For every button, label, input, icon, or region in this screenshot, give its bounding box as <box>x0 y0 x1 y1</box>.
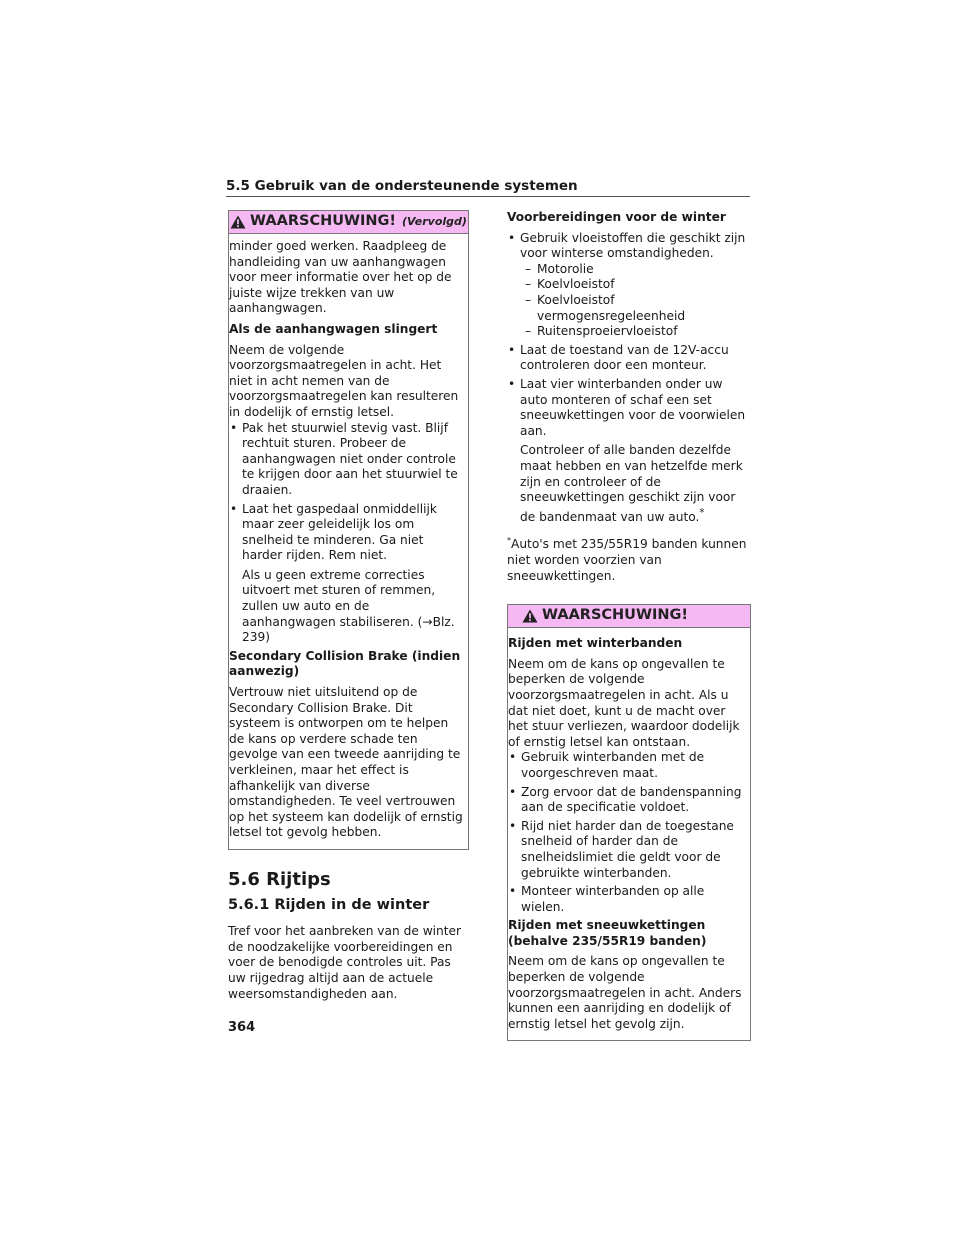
list-item: – Koelvloeistof <box>525 277 615 292</box>
winter-prep-list <box>507 231 751 526</box>
list-item: • Zorg ervoor dat de bandenspanning aan de specificatie voldoet. <box>509 784 742 815</box>
warning-body <box>508 628 750 1040</box>
list-item: • Laat de toestand van de 12V-accu controleren door een monteur. <box>508 342 729 373</box>
warning-text-winterbanden: Neem om de kans op ongevallen te beperken de volgende voorzorgsmaatregelen in acht. Als u dat niet doet, kunt u de macht over het stuur verliezen, waardoor dodelijk of ernstig letsel kan ontstaan. <box>508 656 740 749</box>
list-item: • Laat vier winterbanden onder uw auto monteren of schaf een set sneeuwkettingen voor de voorwielen aan. Controleer of alle banden dezelfde maat hebben en van hetzelfde merk zijn en controleer of de sneeuwkettingen geschikt zijn voor de bandenmaat van uw auto.* <box>507 377 751 525</box>
list-item: – Koelvloeistof vermogensregeleenheid <box>525 292 686 323</box>
list-item: – Motorolie <box>525 261 594 276</box>
warning-triangle-icon <box>522 609 538 623</box>
warning-text-sneeuwkettingen: Neem om de kans op ongevallen te beperken de volgende voorzorgsmaatregelen in acht. Anders kunnen een aanrijding en dodelijk of ernstig letsel het gevolg zijn. <box>508 954 742 1031</box>
page-header: 5.5 Gebruik van de ondersteunende systemen <box>226 178 750 197</box>
warning-header <box>229 211 468 234</box>
list-item: • Laat het gaspedaal onmiddellijk maar zeer geleidelijk los om snelheid te minderen. Ga niet harder rijden. Rem niet. Als u geen extreme correcties uitvoert met sturen of remmen, zullen uw auto en de aanhangwagen stabiliseren. (→Blz. 239) <box>229 502 464 646</box>
warning-continued-label: (Vervolgd) <box>402 215 467 229</box>
warning-intro: minder goed werken. Raadpleeg de handleiding van uw aanhangwagen voor meer informatie over het op de juiste wijze trekken van uw aanhangwagen. <box>229 239 452 316</box>
page-number: 364 <box>228 1020 256 1035</box>
warning-heading-winterbanden: Rijden met winterbanden <box>508 636 683 651</box>
list-item: • Pak het stuurwiel stevig vast. Blijf rechtuit sturen. Probeer de aanhangwagen niet onder controle te krijgen door aan het stuurwiel te draaien. <box>230 420 458 497</box>
warning-text-secondary-brake: Vertrouw niet uitsluitend op de Secondary Collision Brake. Dit systeem is ontworpen om te helpen de kans op verdere schade ten gevolge van een tweede aanrijding te verkleinen, maar het effect is afhankelijk van diverse omstandigheden. Te veel vertrouwen op het systeem kan dodelijk of ernstig letsel tot gevolg hebben. <box>229 685 463 840</box>
right-column <box>507 210 751 1041</box>
warning-heading-slingert: Als de aanhangwagen slingert <box>229 321 438 336</box>
list-item: • Monteer winterbanden op alle wielen. <box>509 884 705 914</box>
subsection-title: 5.6.1 Rijden in de winter <box>228 896 430 913</box>
list-item: – Ruitensproeiervloeistof <box>525 324 678 339</box>
bullet-extra-text: Als u geen extreme correcties uitvoert met sturen of remmen, zullen uw auto en de aanhangwagen stabiliseren. (→Blz. 239) <box>242 567 455 645</box>
warning-box-continued <box>228 210 469 850</box>
list-item: • Gebruik vloeistoffen die geschikt zijn voor winterse omstandigheden. – Motorolie – Koelvloeistof – Koelvloeistof vermogensregeleenheid – Ruitensproeiervloeistof <box>507 231 751 340</box>
warning-label: WAARSCHUWING! <box>250 213 397 230</box>
bullet-extra-text: Controleer of alle banden dezelfde maat hebben en van hetzelfde merk zijn en controleer of de sneeuwkettingen geschikt zijn voor de bandenmaat van uw auto.* <box>520 443 743 524</box>
left-column <box>228 210 469 1007</box>
warning-bullet-list <box>508 750 746 915</box>
warning-label: WAARSCHUWING! <box>542 607 688 624</box>
warning-text-slingert: Neem de volgende voorzorgsmaatregelen in acht. Het niet in acht nemen van de voorzorgsmaatregelen kan resulteren in dodelijk of ernstig letsel. <box>229 342 459 419</box>
list-item: • Gebruik winterbanden met de voorgeschreven maat. <box>509 750 705 780</box>
warning-heading-secondary-brake: Secondary Collision Brake (indien aanwezig) <box>229 648 461 679</box>
warning-bullet-list <box>229 421 464 646</box>
list-item: • Rijd niet harder dan de toegestane snelheid of harder dan de snelheidslimiet die geldt voor de gebruikte winterbanden. <box>509 818 734 880</box>
warning-triangle-icon <box>230 215 246 229</box>
fluid-list <box>520 262 751 340</box>
warning-body <box>229 234 468 849</box>
section-title: 5.6 Rijtips <box>228 868 331 890</box>
winter-prep-heading: Voorbereidingen voor de winter <box>507 210 726 224</box>
body-paragraph: Tref voor het aanbreken van de winter de noodzakelijke voorbereidingen en voer de benodigde controles uit. Pas uw rijgedrag altijd aan de actuele weersomstandigheden aan. <box>228 924 462 1001</box>
warning-box-winter <box>507 604 751 1041</box>
footnote: *Auto's met 235/55R19 banden kunnen niet worden voorzien van sneeuwkettingen. <box>507 536 747 583</box>
warning-header <box>508 605 750 628</box>
warning-heading-sneeuwkettingen: Rijden met sneeuwkettingen (behalve 235/55R19 banden) <box>508 918 707 948</box>
